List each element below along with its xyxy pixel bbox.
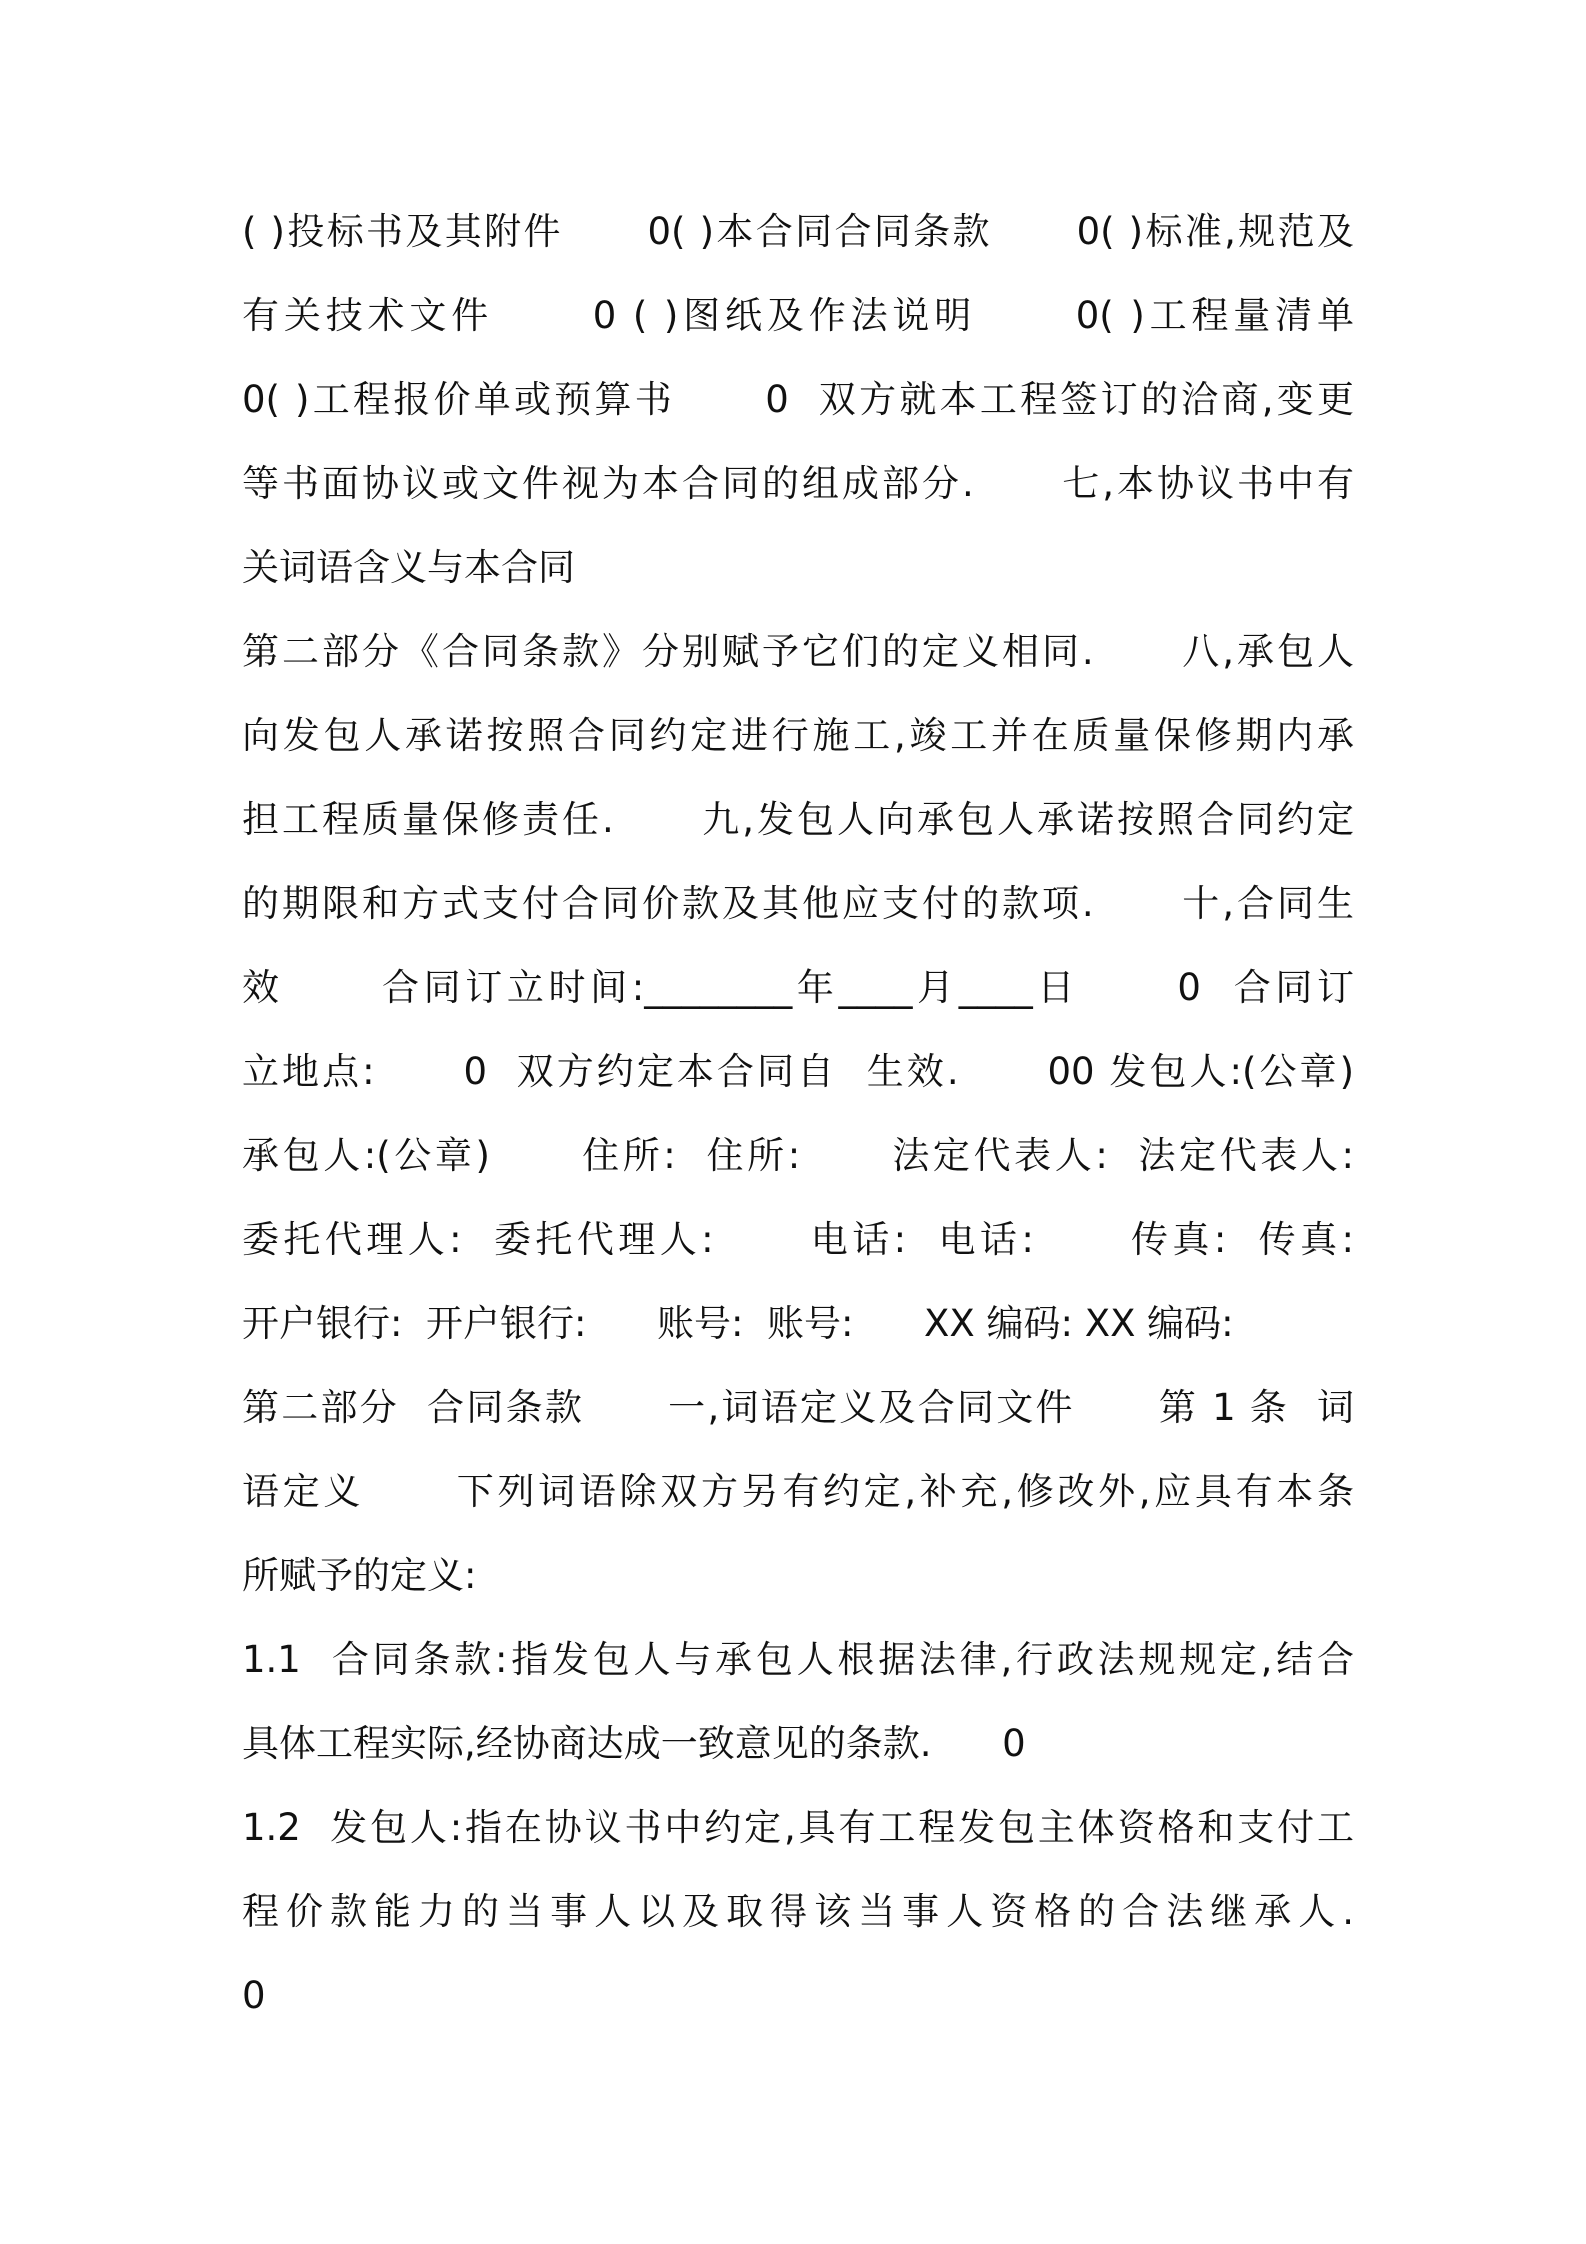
text-line-13: 委托代理人: 委托代理人: 电话: 电话: 传真: 传真:	[242, 1218, 1354, 1261]
text-line-4: 等书面协议或文件视为本合同的组成部分. 七,本协议书中有	[242, 462, 1354, 505]
text-line-9: 的期限和方式支付合同价款及其他应支付的款项. 十,合同生	[242, 882, 1354, 925]
text-line-2: 有关技术文件 0 ( )图纸及作法说明 0( )工程量清单	[242, 294, 1354, 337]
text-line-21: 程价款能力的当事人以及取得该当事人资格的合法继承人.	[242, 1890, 1354, 1933]
text-line-10: 效 合同订立时间:________年____月____日 0 合同订	[242, 966, 1354, 1009]
text-line-1: ( )投标书及其附件 0( )本合同合同条款 0( )标准,规范及	[242, 210, 1354, 253]
contract-text-body	[242, 190, 1354, 2038]
text-line-20: 1.2 发包人:指在协议书中约定,具有工程发包主体资格和支付工	[242, 1806, 1354, 1849]
text-line-16: 语定义 下列词语除双方另有约定,补充,修改外,应具有本条	[242, 1470, 1354, 1513]
text-line-14: 开户银行: 开户银行: 账号: 账号: XX 编码: XX 编码:	[242, 1302, 1234, 1345]
text-line-7: 向发包人承诺按照合同约定进行施工,竣工并在质量保修期内承	[242, 714, 1354, 757]
text-line-15: 第二部分 合同条款 一,词语定义及合同文件 第 1 条 词	[242, 1386, 1354, 1429]
text-line-8: 担工程质量保修责任. 九,发包人向承包人承诺按照合同约定	[242, 798, 1354, 841]
text-line-22: 0	[242, 1974, 266, 2017]
text-line-5: 关词语含义与本合同	[242, 546, 575, 589]
text-line-12: 承包人:(公章) 住所: 住所: 法定代表人: 法定代表人:	[242, 1134, 1354, 1177]
text-line-18: 1.1 合同条款:指发包人与承包人根据法律,行政法规规定,结合	[242, 1638, 1354, 1681]
text-line-3: 0( )工程报价单或预算书 0 双方就本工程签订的洽商,变更	[242, 378, 1354, 421]
text-line-17: 所赋予的定义:	[242, 1554, 477, 1597]
text-line-11: 立地点: 0 双方约定本合同自 生效. 00 发包人:(公章)	[242, 1050, 1354, 1093]
text-line-6: 第二部分《合同条款》分别赋予它们的定义相同. 八,承包人	[242, 630, 1354, 673]
text-line-19: 具体工程实际,经协商达成一致意见的条款. 0	[242, 1722, 1026, 1765]
